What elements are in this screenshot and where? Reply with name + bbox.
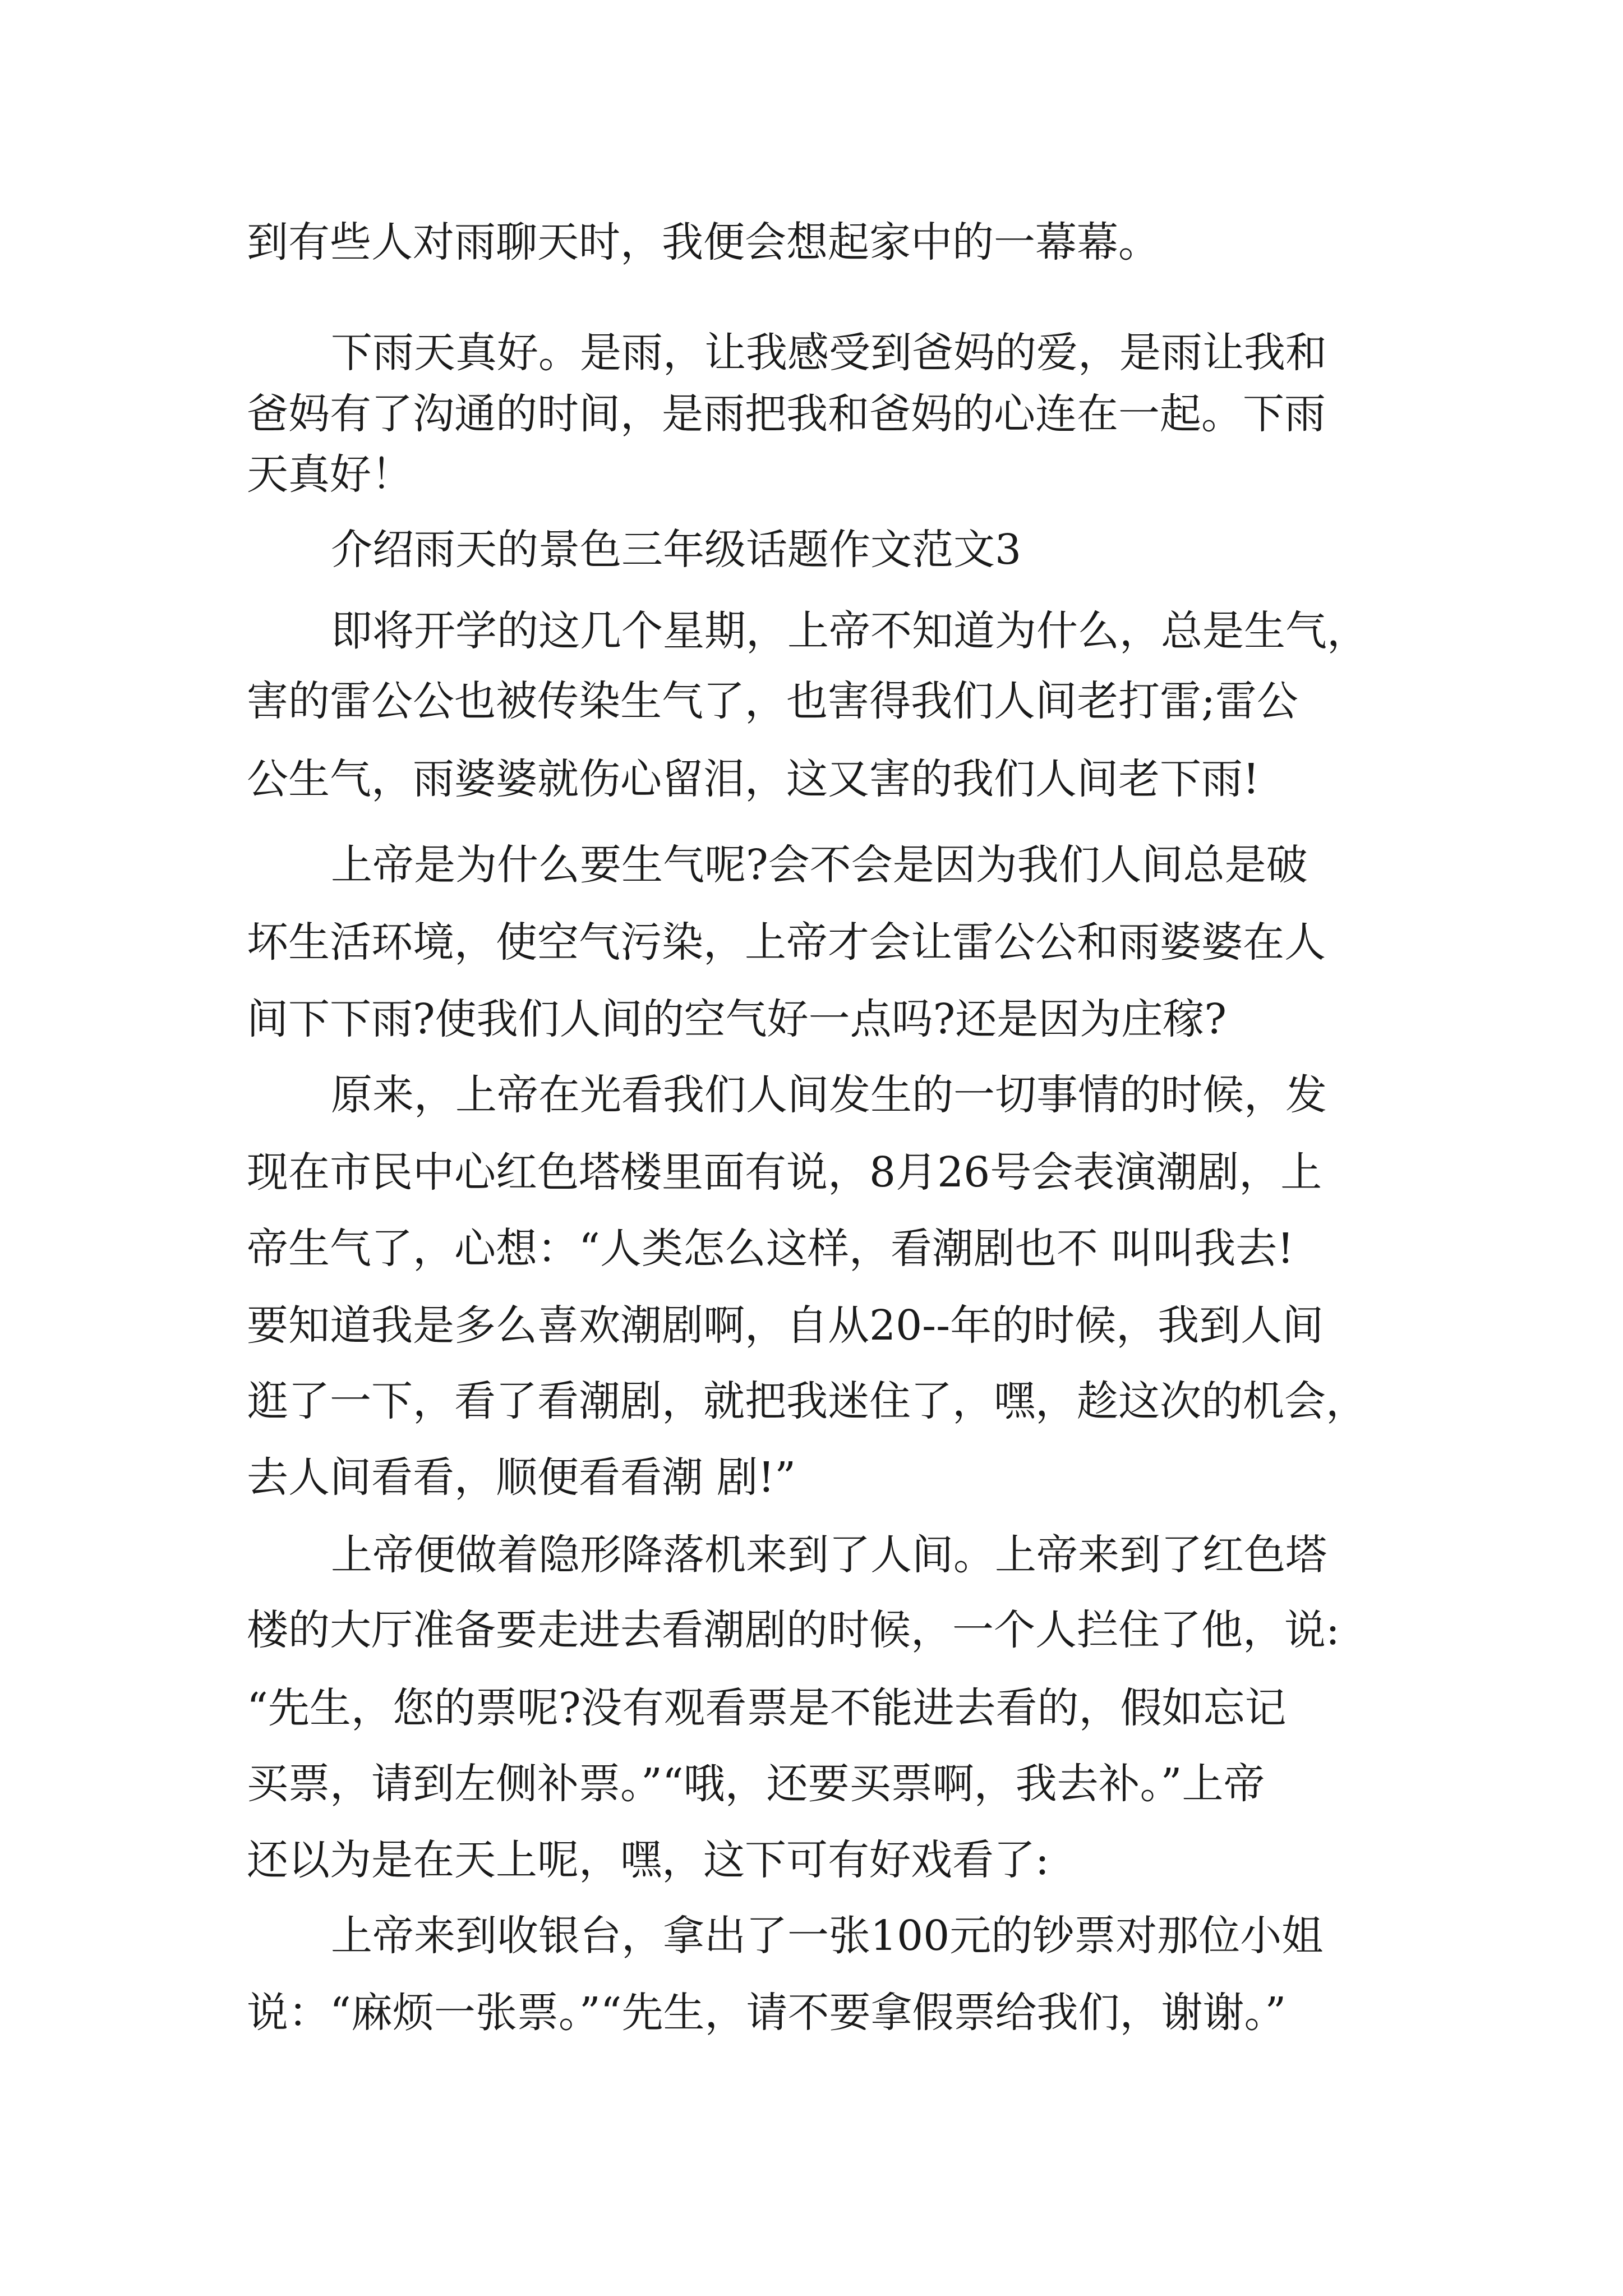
paragraph-line: 到有些人对雨聊天时，我便会想起家中的一幕幕。 — [247, 218, 1160, 266]
paragraph-line: 上帝是为什么要生气呢?会不会是因为我们人间总是破 — [331, 841, 1308, 889]
paragraph-line: “先生，您的票呢?没有观看票是不能进去看的，假如忘记 — [247, 1684, 1287, 1732]
paragraph-line: 爸妈有了沟通的时间，是雨把我和爸妈的心连在一起。下雨 — [247, 390, 1326, 438]
paragraph-line: 上帝来到收银台，拿出了一张100元的钞票对那位小姐 — [331, 1912, 1324, 1960]
paragraph-line: 现在市民中心红色塔楼里面有说，8月26号会表演潮剧，上 — [247, 1148, 1322, 1197]
paragraph-line: 天真好！ — [247, 450, 413, 499]
paragraph-line: 逛了一下，看了看潮剧，就把我迷住了，嘿，趁这次的机会， — [247, 1377, 1367, 1425]
paragraph-line: 害的雷公公也被传染生气了，也害得我们人间老打雷;雷公 — [247, 677, 1298, 725]
paragraph-line: 帝生气了，心想：“人类怎么这样，看潮剧也不 叫叫我去! — [247, 1225, 1294, 1273]
paragraph-line: 原来，上帝在光看我们人间发生的一切事情的时候，发 — [331, 1071, 1327, 1119]
section-heading: 介绍雨天的景色三年级话题作文范文3 — [331, 526, 1022, 574]
paragraph-line: 买票，请到左侧补票。”“哦，还要买票啊，我去补。”上帝 — [247, 1760, 1265, 1808]
paragraph-line: 公生气，雨婆婆就伤心留泪，这又害的我们人间老下雨! — [247, 755, 1260, 803]
paragraph-line: 还以为是在天上呢，嘿，这下可有好戏看了: — [247, 1836, 1049, 1884]
paragraph-line: 坏生活环境，使空气污染，上帝才会让雷公公和雨婆婆在人 — [247, 918, 1326, 967]
paragraph-line: 楼的大厅准备要走进去看潮剧的时候，一个人拦住了他，说: — [247, 1606, 1340, 1654]
paragraph-line: 间下下雨?使我们人间的空气好一点吗?还是因为庄稼? — [247, 995, 1227, 1043]
paragraph-line: 去人间看看，顺便看看潮 剧!” — [247, 1453, 796, 1502]
paragraph-line: 下雨天真好。是雨，让我感受到爸妈的爱，是雨让我和 — [331, 329, 1327, 377]
paragraph-line: 上帝便做着隐形降落机来到了人间。上帝来到了红色塔 — [331, 1531, 1327, 1579]
paragraph-line: 即将开学的这几个星期，上帝不知道为什么，总是生气， — [331, 607, 1368, 655]
paragraph-line: 说：“麻烦一张票。”“先生，请不要拿假票给我们，谢谢。” — [247, 1989, 1287, 2037]
paragraph-line: 要知道我是多么喜欢潮剧啊，自从20--年的时候，我到人间 — [247, 1301, 1324, 1350]
